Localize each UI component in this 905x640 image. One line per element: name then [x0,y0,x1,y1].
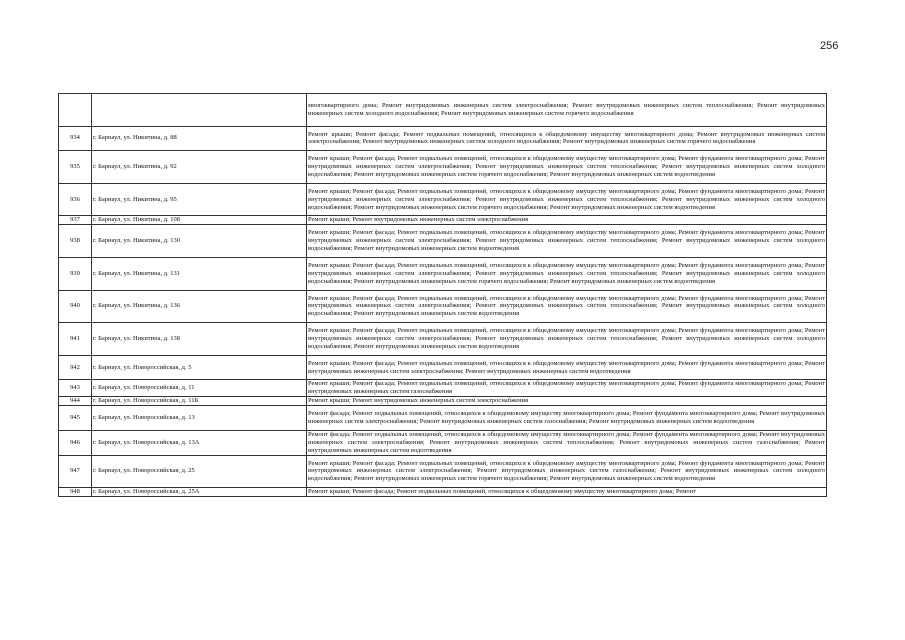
row-number: 945 [59,406,92,431]
row-number: 936 [59,183,92,216]
table-row [59,151,827,184]
table-row [59,94,827,127]
row-number: 948 [59,488,92,497]
row-number: 935 [59,151,92,184]
row-works: Ремонт крыши; Ремонт фасада; Ремонт подвальных помещений, относящихся к общедомовому имуществу многоквартирного дома; Ремонт фундамента многоквартирного дома; Ремонт внутридомовых инженерных систем электроснабжения; Ремонт внутридомовых инженерных систем теплоснабжения; Ремонт внутридомовых инженерных систем холодного водоснабжения; Ремонт внутридомовых инженерных систем водоотведения [307,225,827,258]
row-address: г. Барнаул, ул. Никитина, д. 95 [92,183,307,216]
row-works: Ремонт крыши; Ремонт фасада; Ремонт подвальных помещений, относящихся к общедомовому имуществу многоквартирного дома; Ремонт фундамента многоквартирного дома; Ремонт внутридомовых инженерных систем электроснабжения; Ремонт внутридомовых инженерных систем теплоснабжения; Ремонт внутридомовых инженерных систем холодного водоснабжения; Ремонт внутридомовых инженерных систем горячего водоснабжения; Ремонт внутридомовых инженерных систем водоотведения [307,257,827,290]
row-address: г. Барнаул, ул. Новороссийская, д. 5 [92,355,307,380]
row-address: г. Барнаул, ул. Новороссийская, д. 11 [92,380,307,397]
row-number: 938 [59,225,92,258]
row-address: г. Барнаул, ул. Новороссийская, д. 11Б [92,397,307,406]
row-number: 942 [59,355,92,380]
row-works: Ремонт крыши; Ремонт фасада; Ремонт подвальных помещений, относящихся к общедомовому имуществу многоквартирного дома; Ремонт фундамента многоквартирного дома; Ремонт внутридомовых инженерных систем электроснабжения; Ремонт внутридомовых инженерных систем теплоснабжения; Ремонт внутридомовых инженерных систем холодного водоснабжения; Ремонт внутридомовых инженерных систем горячего водоснабжения; Ремонт внутридомовых инженерных систем водоотведения [307,183,827,216]
row-works: Ремонт крыши; Ремонт внутридомовых инженерных систем электроснабжения [307,397,827,406]
table-row [59,257,827,290]
row-address: г. Барнаул, ул. Никитина, д. 92 [92,151,307,184]
table-row [59,225,827,258]
table-row [59,430,827,455]
row-works: Ремонт крыши; Ремонт фасада; Ремонт подвальных помещений, относящихся к общедомовому имуществу многоквартирного дома; Ремонт фундамента многоквартирного дома; Ремонт внутридомовых инженерных систем газоснабжения [308,380,825,396]
capital-repair-table [58,93,827,497]
row-works: Ремонт крыши; Ремонт фасада; Ремонт подвальных помещений, относящихся к общедомовому имуществу многоквартирного дома; Ремонт фундамента многоквартирного дома; Ремонт внутридомовых инженерных систем электроснабжения; Ремонт внутридомовых инженерных систем теплоснабжения; Ремонт внутридомовых инженерных систем холодного водоснабжения; Ремонт внутридомовых инженерных систем водоотведения [307,290,827,323]
table-row [59,380,827,397]
row-address: г. Барнаул, ул. Новороссийская, д. 13 [92,406,307,431]
row-number: 937 [59,216,92,225]
row-number: 946 [59,430,92,455]
row-address [92,94,307,127]
row-number [59,94,92,127]
row-works: Ремонт крыши; Ремонт фасада; Ремонт подвальных помещений, относящихся к общедомовому имуществу многоквартирного дома; Ремонт фундамента многоквартирного дома; Ремонт внутридомовых инженерных систем электроснабжения; Ремонт внутридомовых инженерных систем теплоснабжения; Ремонт внутридомовых инженерных систем холодного водоснабжения; Ремонт внутридомовых инженерных систем водоотведения [307,323,827,356]
row-works: многоквартирного дома; Ремонт внутридомовых инженерных систем электроснабжения; Ремонт внутридомовых инженерных систем теплоснабжения; Ремонт внутридомовых инженерных систем холодного водоснабжения; Ремонт внутридомовых инженерных систем горячего водоснабжения [307,94,827,127]
table-row [59,290,827,323]
row-number: 944 [59,397,92,406]
page-number: 256 [820,40,839,52]
row-works: Ремонт крыши; Ремонт фасада; Ремонт подвальных помещений, относящихся к общедомовому имуществу многоквартирного дома; Ремонт внутридомовых инженерных систем электроснабжения; Ремонт внутридомовых инженерных систем холодного водоснабжения; Ремонт внутридомовых инженерных систем горячего водоснабжения [307,126,827,151]
row-address: г. Барнаул, ул. Никитина, д. 130 [92,225,307,258]
row-address: г. Барнаул, ул. Никитина, д. 131 [92,257,307,290]
table-body [59,94,827,497]
row-works: Ремонт крыши; Ремонт фасада; Ремонт подвальных помещений, относящихся к общедомовому имуществу многоквартирного дома; Ремонт фундамента многоквартирного дома; Ремонт внутридомовых инженерных систем электроснабжения; Ремонт внутридомовых инженерных систем газоснабжения; Ремонт внутридомовых инженерных систем холодного водоснабжения; Ремонт внутридомовых инженерных систем горячего водоснабжения; Ремонт внутридомовых инженерных систем водоотведения [307,455,827,488]
table-row [59,355,827,380]
row-address: г. Барнаул, ул. Новороссийская, д. 25 [92,455,307,488]
row-works: Ремонт крыши; Ремонт внутридомовых инженерных систем электроснабжения [307,216,827,225]
row-address: г. Барнаул, ул. Никитина, д. 108 [92,216,307,225]
table-row [59,455,827,488]
row-address: г. Барнаул, ул. Никитина, д. 138 [92,323,307,356]
table-row [59,126,827,151]
table-row [59,323,827,356]
row-works: Ремонт крыши; Ремонт фасада; Ремонт подвальных помещений, относящихся к общедомовому имуществу многоквартирного дома; Ремонт фундамента многоквартирного дома; Ремонт внутридомовых инженерных систем электроснабжения; Ремонт внутридомовых инженерных систем теплоснабжения; Ремонт внутридомовых инженерных систем холодного водоснабжения; Ремонт внутридомовых инженерных систем горячего водоснабжения; Ремонт внутридомовых инженерных систем водоотведения [307,151,827,184]
row-address: г. Барнаул, ул. Новороссийская, д. 13А [92,430,307,455]
table-row [59,488,827,497]
row-number: 940 [59,290,92,323]
row-address: г. Барнаул, ул. Новороссийская, д. 25А [92,488,307,497]
table-row [59,216,827,225]
row-number: 943 [59,380,92,397]
row-works: Ремонт фасада; Ремонт подвальных помещений, относящихся к общедомовому имуществу многоквартирного дома; Ремонт фундамента многоквартирного дома; Ремонт внутридомовых инженерных систем электроснабжения; Ремонт внутридомовых инженерных систем теплоснабжения; Ремонт внутридомовых инженерных систем газоснабжения; Ремонт внутридомовых инженерных систем водоотведения [308,430,825,454]
row-number: 947 [59,455,92,488]
row-works: Ремонт крыши; Ремонт фасада; Ремонт подвальных помещений, относящихся к общедомовому имуществу многоквартирного дома; Ремонт [307,488,827,497]
table-row [59,397,827,406]
row-number: 934 [59,126,92,151]
row-works: Ремонт фасада; Ремонт подвальных помещений, относящихся к общедомовому имуществу многоквартирного дома; Ремонт фундамента многоквартирного дома; Ремонт внутридомовых инженерных систем электроснабжения; Ремонт внутридомовых инженерных систем газоснабжения; Ремонт внутридомовых инженерных систем водоотведения [307,406,827,431]
table-row [59,406,827,431]
row-number: 939 [59,257,92,290]
row-address: г. Барнаул, ул. Никитина, д. 136 [92,290,307,323]
row-number: 941 [59,323,92,356]
row-works: Ремонт крыши; Ремонт фасада; Ремонт подвальных помещений, относящихся к общедомовому имуществу многоквартирного дома; Ремонт фундамента многоквартирного дома; Ремонт внутридомовых инженерных систем электроснабжения; Ремонт внутридомовых инженерных систем водоотведения [307,355,827,380]
table-row [59,183,827,216]
row-address: г. Барнаул, ул. Никитина, д. 88 [92,126,307,151]
